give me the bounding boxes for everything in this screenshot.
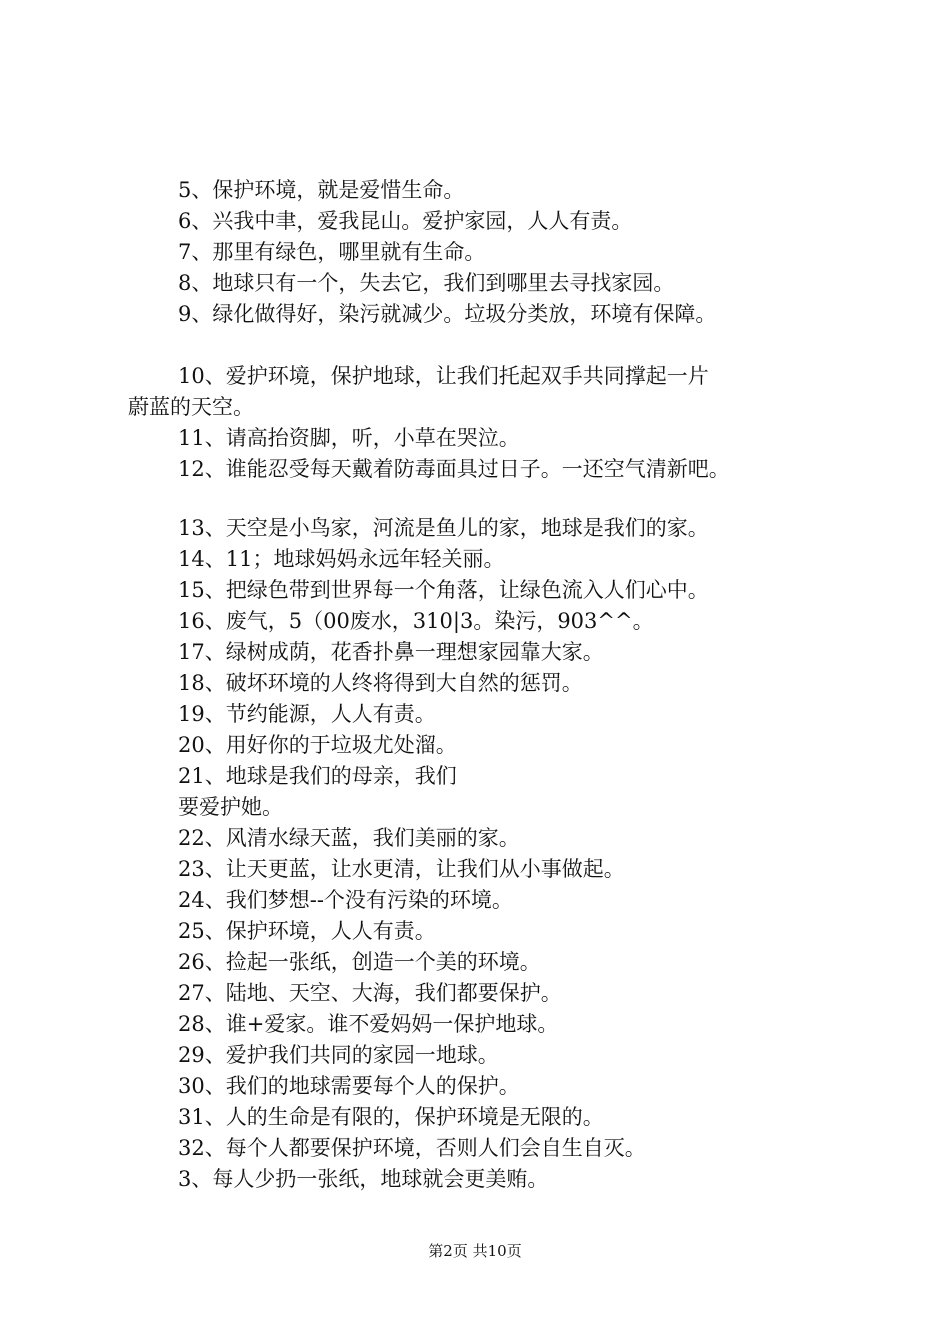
text-line: 7、那里有绿色，哪里就有生命。 [178,240,486,264]
text-line: 25、保护环境，人人有责。 [178,919,436,943]
text-line: 20、用好你的于垃圾尤处溜。 [178,733,457,757]
text-line: 30、我们的地球需要每个人的保护。 [178,1074,520,1098]
text-line: 18、破坏环境的人终将得到大自然的惩罚。 [178,671,583,695]
text-line: 13、天空是小鸟家，河流是鱼儿的家，地球是我们的家。 [178,516,709,540]
text-line: 23、让天更蓝，让水更清，让我们从小事做起。 [178,857,625,881]
text-line: 19、节约能源，人人有责。 [178,702,436,726]
text-line: 29、爱护我们共同的家园一地球。 [178,1043,499,1067]
text-line: 28、谁+爱家。谁不爱妈妈一保护地球。 [178,1012,559,1036]
text-line: 要爱护她。 [178,795,283,819]
text-line: 31、人的生命是有限的，保护环境是无限的。 [178,1105,604,1129]
text-line: 12、谁能忍受每天戴着防毒面具过日子。一还空气清新吧。 [178,457,730,481]
text-line: 15、把绿色带到世界每一个角落，让绿色流入人们心中。 [178,578,709,602]
text-line: 21、地球是我们的母亲，我们 [178,764,457,788]
text-line: 11、请高抬资脚，听，小草在哭泣。 [178,426,520,450]
text-line: 17、绿树成荫，花香扑鼻一理想家园靠大家。 [178,640,604,664]
text-line: 3、每人少扔一张纸，地球就会更美贿。 [178,1167,549,1191]
text-line: 14、11；地球妈妈永远年轻关丽。 [178,547,505,571]
text-line: 27、陆地、天空、大海，我们都要保护。 [178,981,562,1005]
text-line: 16、废气，5（00废水，310|3。染污，903^^。 [178,609,654,633]
page-footer: 第2页 共10页 [428,1242,522,1260]
text-line: 22、风清水绿天蓝，我们美丽的家。 [178,826,520,850]
text-line: 10、爱护环境，保护地球，让我们托起双手共同撑起一片 [178,364,709,388]
text-line: 蔚蓝的天空。 [128,395,254,419]
text-line: 6、兴我中聿，爱我昆山。爱护家园，人人有责。 [178,209,633,233]
text-line: 8、地球只有一个，失去它，我们到哪里去寻找家园。 [178,271,675,295]
text-line: 24、我们梦想--个没有污染的环境。 [178,888,513,912]
text-line: 5、保护环境，就是爱惜生命。 [178,178,465,202]
text-line: 32、每个人都要保护环境，否则人们会自生自灭。 [178,1136,646,1160]
text-line: 26、捡起一张纸，创造一个美的环境。 [178,950,541,974]
text-line: 9、绿化做得好，染污就减少。垃圾分类放，环境有保障。 [178,302,717,326]
